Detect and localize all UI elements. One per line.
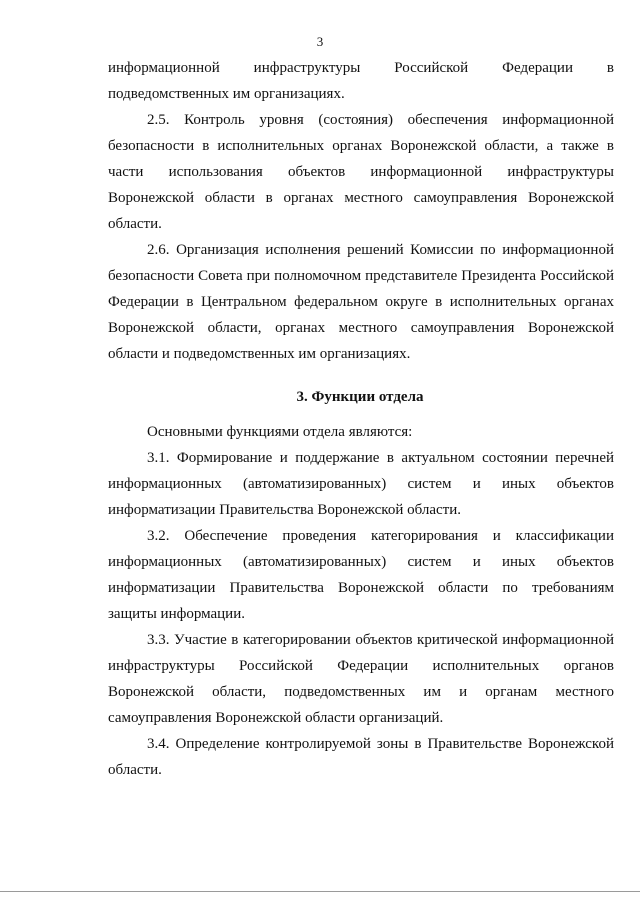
text-line: части использования объектов информационной инфраструктуры bbox=[108, 164, 614, 180]
text-line: информационных (автоматизированных) систем и иных объектов bbox=[108, 476, 614, 492]
text-line: области и подведомственных им организациях. bbox=[108, 346, 411, 362]
text-line: Воронежской области в органах местного самоуправления Воронежской bbox=[108, 190, 614, 206]
page-number: 3 bbox=[316, 34, 324, 49]
text-line: Федерации в Центральном федеральном округе в исполнительных органах bbox=[108, 294, 614, 310]
text-line: безопасности Совета при полномочном представителе Президента Российской bbox=[108, 268, 614, 284]
text-line: Основными функциями отдела являются: bbox=[147, 424, 413, 440]
text-line: 3.4. Определение контролируемой зоны в Правительстве Воронежской bbox=[147, 736, 614, 752]
text-line: самоуправления Воронежской области организаций. bbox=[108, 710, 444, 726]
page-edge-divider bbox=[0, 891, 640, 892]
text-line: информатизации Правительства Воронежской области. bbox=[108, 502, 461, 518]
text-line: безопасности в исполнительных органах Воронежской области, а также в bbox=[108, 138, 614, 154]
section-heading: 3. Функции отдела bbox=[296, 389, 424, 405]
text-line: области. bbox=[108, 216, 162, 232]
text-line: информационной инфраструктуры Российской Федерации в bbox=[108, 60, 614, 76]
text-line: 2.6. Организация исполнения решений Комиссии по информационной bbox=[147, 242, 614, 258]
text-line: защиты информации. bbox=[108, 606, 245, 622]
text-line: подведомственных им организациях. bbox=[108, 86, 345, 102]
text-line: 3.1. Формирование и поддержание в актуальном состоянии перечней bbox=[147, 450, 614, 466]
text-line: 3.2. Обеспечение проведения категорирования и классификации bbox=[147, 528, 614, 544]
text-line: области. bbox=[108, 762, 162, 778]
text-line: инфраструктуры Российской Федерации исполнительных органов bbox=[108, 658, 614, 674]
text-line: Воронежской области, подведомственных им и органам местного bbox=[108, 684, 614, 700]
text-line: информатизации Правительства Воронежской области по требованиям bbox=[108, 580, 614, 596]
text-line: 2.5. Контроль уровня (состояния) обеспечения информационной bbox=[147, 112, 614, 128]
text-line: информационных (автоматизированных) систем и иных объектов bbox=[108, 554, 614, 570]
text-line: Воронежской области, органах местного самоуправления Воронежской bbox=[108, 320, 614, 336]
text-line: 3.3. Участие в категорировании объектов критической информационной bbox=[147, 632, 614, 648]
